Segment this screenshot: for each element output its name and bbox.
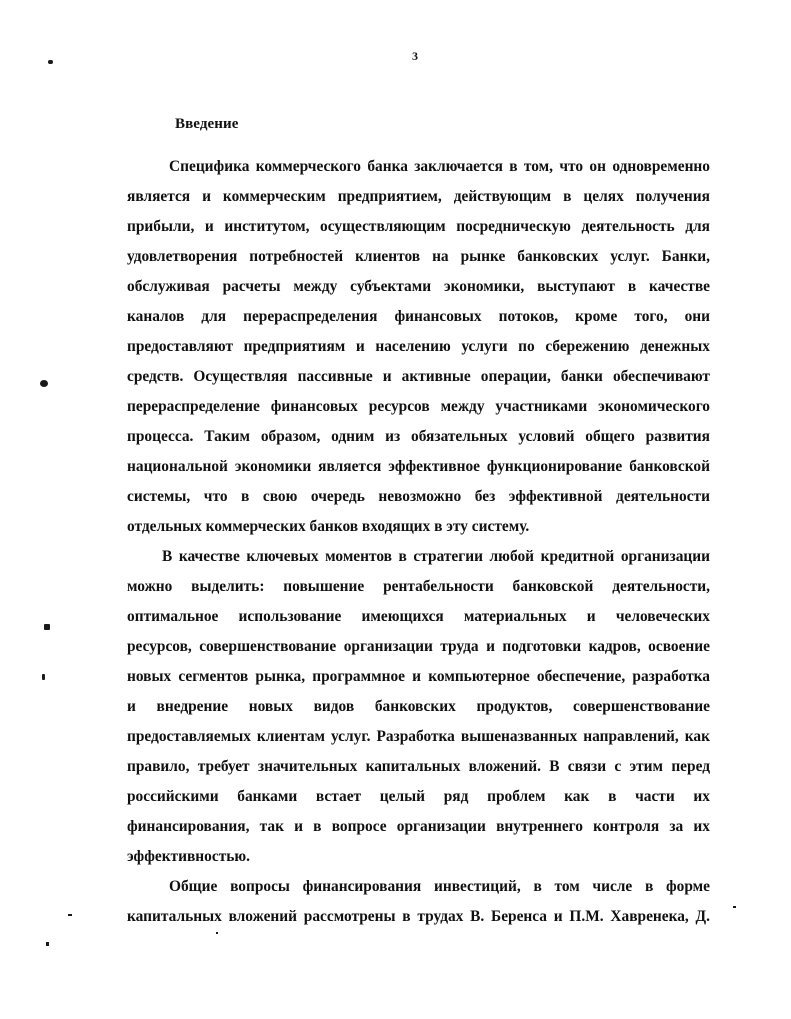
scan-mark [46, 942, 49, 946]
scan-mark [733, 906, 736, 908]
text-line: российскими банками встает целый ряд проблем как в части их [127, 788, 710, 805]
scan-mark [42, 674, 45, 680]
scan-mark [48, 60, 53, 64]
text-line: является и коммерческим предприятием, действующим в целях получения [127, 188, 710, 205]
text-line: предоставляют предприятиям и населению услуги по сбережению денежных [127, 338, 710, 355]
paragraph [127, 152, 710, 542]
scan-mark [68, 914, 72, 916]
text-line: ресурсов, совершенствование организации труда и подготовки кадров, освоение [127, 638, 710, 655]
text-line: и внедрение новых видов банковских продуктов, совершенствование [127, 698, 710, 715]
scan-mark [216, 932, 218, 934]
text-line: отдельных коммерческих банков входящих в эту систему. [127, 518, 530, 535]
text-line: Общие вопросы финансирования инвестиций, в том числе в форме [169, 878, 710, 895]
page-number: 3 [412, 49, 418, 63]
text-line: Специфика коммерческого банка заключается в том, что он одновременно [169, 158, 710, 175]
text-line: обслуживая расчеты между субъектами экономики, выступают в качестве [127, 278, 710, 295]
text-line: финансирования, так и в вопросе организации внутреннего контроля за их [127, 818, 710, 835]
text-line: капитальных вложений рассмотрены в трудах В. Беренса и П.М. Хавренека, Д. [127, 908, 710, 925]
body-text [127, 152, 710, 932]
text-line: можно выделить: повышение рентабельности банковской деятельности, [127, 578, 710, 595]
paragraph [127, 872, 710, 932]
text-line: оптимальное использование имеющихся материальных и человеческих [127, 608, 710, 625]
paragraph [127, 542, 710, 872]
text-line: эффективностью. [127, 848, 250, 865]
text-line: прибыли, и институтом, осуществляющим посредническую деятельность для [127, 218, 710, 235]
text-line: правило, требует значительных капитальных вложений. В связи с этим перед [127, 758, 710, 775]
text-line: В качестве ключевых моментов в стратегии любой кредитной организации [162, 548, 710, 565]
text-line: каналов для перераспределения финансовых потоков, кроме того, они [127, 308, 710, 325]
text-line: системы, что в свою очередь невозможно без эффективной деятельности [127, 488, 710, 505]
text-line: средств. Осуществляя пассивные и активные операции, банки обеспечивают [127, 368, 710, 385]
section-heading: Введение [175, 116, 239, 132]
text-line: национальной экономики является эффективное функционирование банковской [127, 458, 710, 475]
text-line: предоставляемых клиентам услуг. Разработка вышеназванных направлений, как [127, 728, 710, 745]
text-line: новых сегментов рынка, программное и компьютерное обеспечение, разработка [127, 668, 710, 685]
text-line: процесса. Таким образом, одним из обязательных условий общего развития [127, 428, 710, 445]
text-line: удовлетворения потребностей клиентов на рынке банковских услуг. Банки, [127, 248, 710, 265]
text-line: перераспределение финансовых ресурсов между участниками экономического [127, 398, 710, 415]
scan-mark [44, 624, 50, 630]
scan-mark [40, 380, 48, 387]
